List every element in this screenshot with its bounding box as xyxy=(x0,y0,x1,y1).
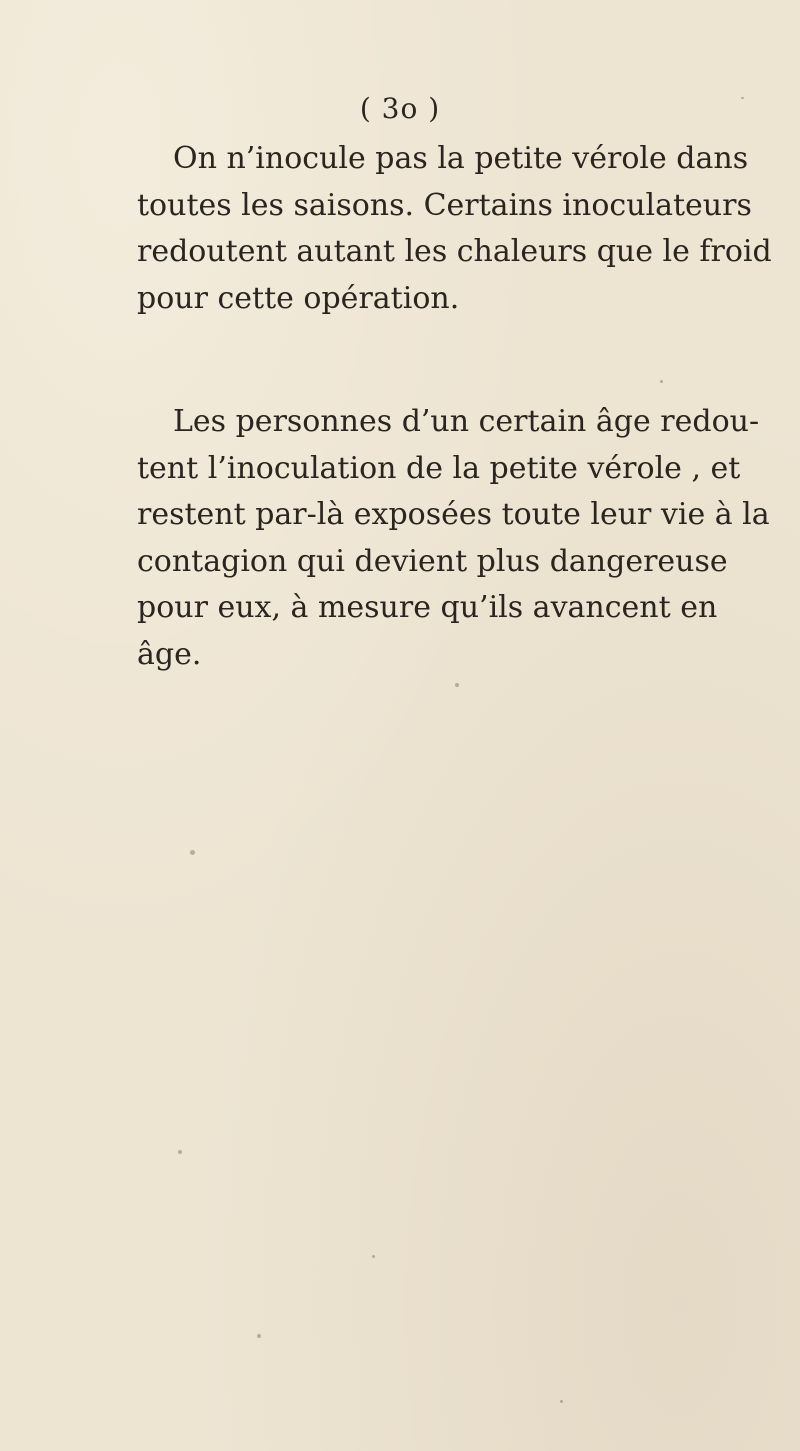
text-line: contagion qui devient plus dangereuse xyxy=(137,543,728,579)
text-line: On n’inocule pas la petite vérole dans xyxy=(173,141,749,176)
paper-speck xyxy=(455,683,459,687)
paper-speck xyxy=(741,97,744,99)
text-line: tent l’inoculation de la petite vérole , et xyxy=(137,450,741,486)
text-line: Les personnes d’un certain âge redou- xyxy=(173,404,760,439)
paragraph-inoculation-seasons xyxy=(137,136,772,322)
text-line: pour eux, à mesure qu’ils avancent en xyxy=(137,590,718,625)
text-line: âge. xyxy=(137,636,202,672)
paper-speck xyxy=(660,380,663,383)
paper-speck xyxy=(178,1150,182,1154)
paper-speck xyxy=(560,1400,563,1403)
text-line: pour cette opération. xyxy=(137,280,460,316)
paragraph-older-persons xyxy=(137,399,770,678)
page-number: ( 3o ) xyxy=(359,92,441,125)
paper-speck xyxy=(257,1334,261,1338)
paper-speck xyxy=(190,850,195,855)
paper-speck xyxy=(372,1255,375,1258)
text-line: toutes les saisons. Certains inoculateurs xyxy=(137,187,752,223)
text-line: redoutent autant les chaleurs que le froid xyxy=(137,234,772,269)
text-line: restent par-là exposées toute leur vie à la xyxy=(137,497,770,532)
